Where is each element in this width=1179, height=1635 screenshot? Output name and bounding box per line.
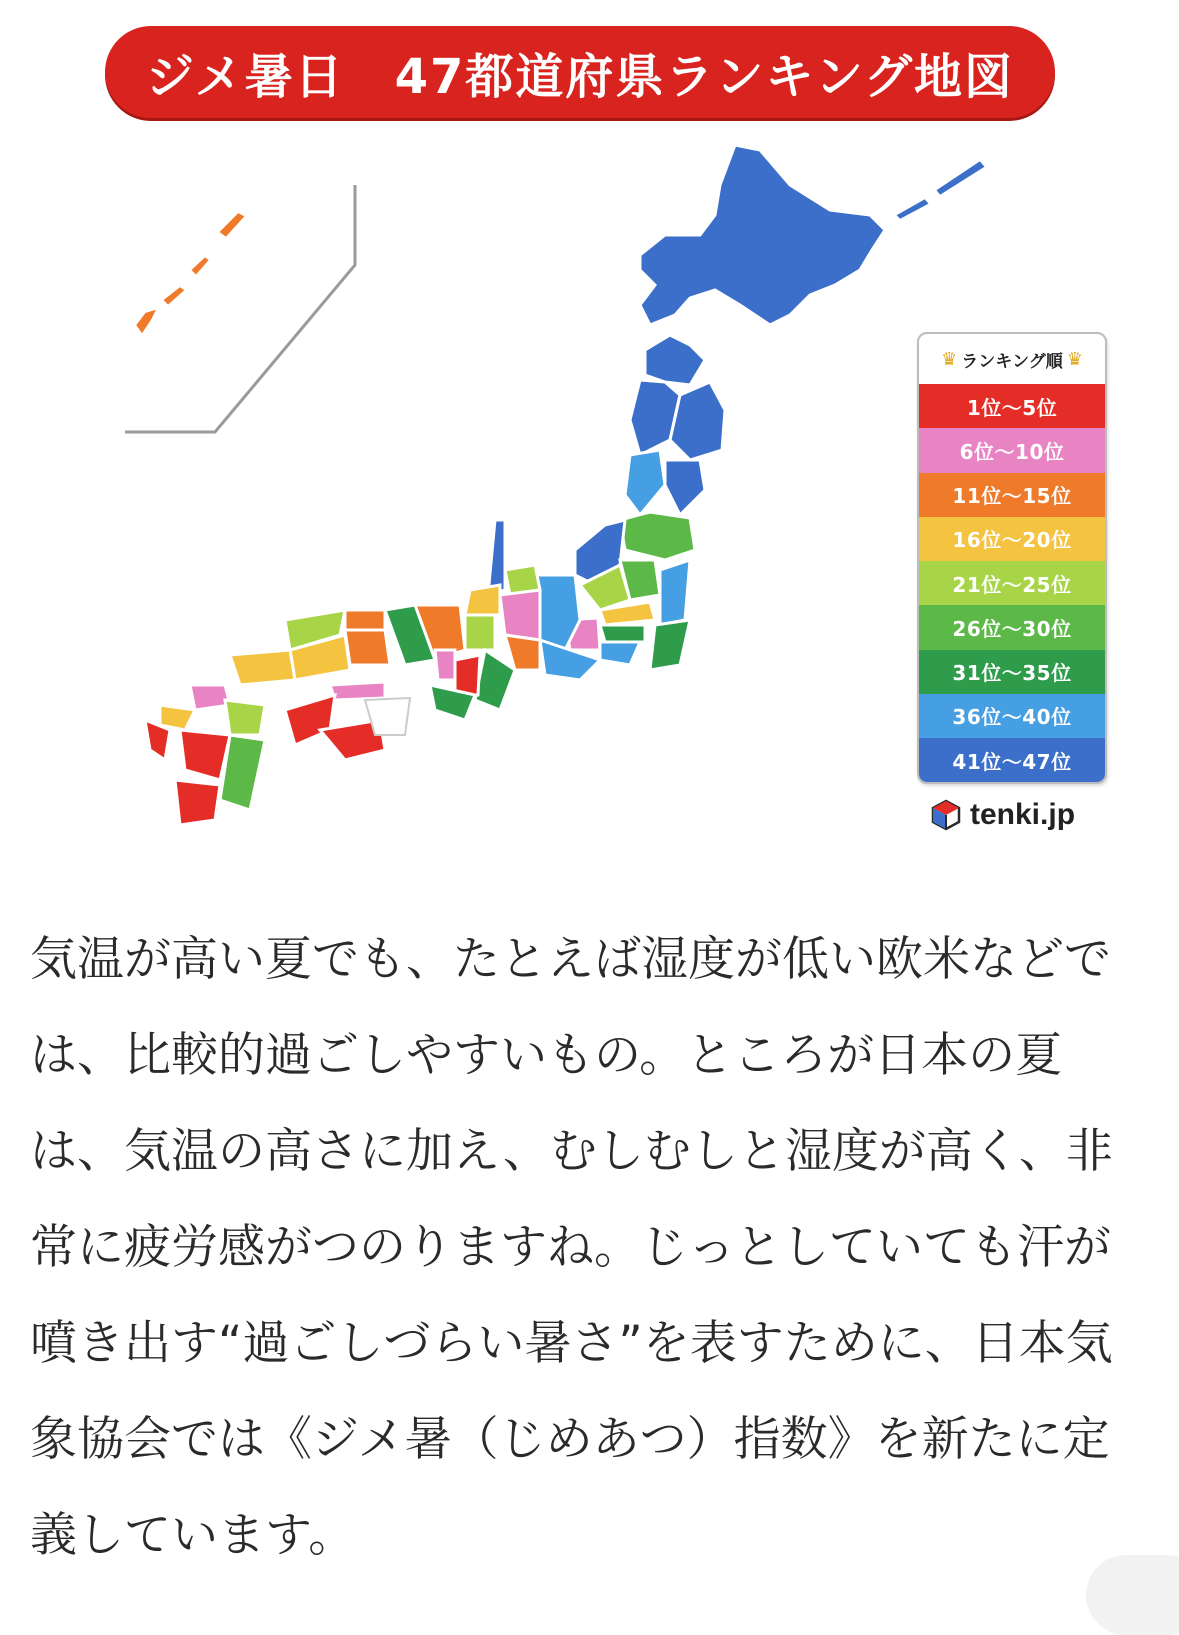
legend-label: 6位〜10位	[959, 439, 1065, 464]
kuril-island-2	[935, 160, 986, 196]
map-title-banner	[105, 26, 1055, 118]
kanagawa	[600, 642, 640, 665]
legend-label: 36位〜40位	[952, 705, 1072, 730]
gifu	[500, 590, 540, 640]
legend-label: 11位〜15位	[952, 484, 1072, 509]
okinawa-islands-4	[218, 212, 246, 238]
legend-label: 26位〜30位	[952, 616, 1072, 641]
legend-label: 1位〜5位	[966, 395, 1058, 420]
kagoshima	[175, 780, 220, 825]
kagawa	[330, 682, 385, 700]
brand-text: tenki.jp	[970, 798, 1076, 831]
tenki-brand	[930, 798, 1075, 832]
yamagata	[625, 450, 665, 515]
ishikawa	[488, 520, 505, 595]
oita	[225, 700, 265, 735]
legend-row-rank-36-40	[919, 694, 1105, 738]
legend-row-rank-31-35	[919, 650, 1105, 694]
legend-label: 41位〜47位	[952, 749, 1072, 774]
okinawa-islands	[135, 308, 158, 335]
kuril-island-1	[895, 198, 930, 220]
legend-row-rank-21-25	[919, 561, 1105, 605]
okinawa-islands-3	[190, 256, 210, 276]
fukushima	[620, 512, 695, 560]
legend-header	[919, 334, 1105, 384]
legend-row-rank-41-47	[919, 738, 1105, 782]
aomori	[645, 335, 705, 385]
chiba	[650, 620, 690, 670]
tenki-logo-icon	[930, 799, 962, 831]
ibaraki	[660, 560, 690, 625]
osaka	[435, 650, 455, 680]
scroll-corner	[1086, 1555, 1179, 1635]
legend-row-rank-16-20	[919, 517, 1105, 561]
article-body: 気温が高い夏でも、たとえば湿度が低い欧米などでは、比較的過ごしやすいもの。ところが日本の夏は、気温の高さに加え、むしむしと湿度が高く、非常に疲労感がつのりますね。じっとしていても汗が噴き出す“過ごしづらい暑さ”を表すために、日本気象協会では《ジメ暑（じめあつ）指数》を新たに定義しています。	[30, 932, 1113, 1563]
legend-row-rank-11-15	[919, 473, 1105, 517]
hokkaido	[640, 145, 885, 325]
kumamoto	[180, 730, 230, 780]
tottori	[345, 610, 385, 630]
miyagi	[665, 460, 705, 515]
crown-icon: ♛	[941, 348, 958, 370]
yamaguchi	[230, 650, 295, 685]
legend-label: 21位〜25位	[952, 572, 1072, 597]
legend-row-rank-1-5	[919, 384, 1105, 428]
ranking-legend	[917, 332, 1107, 784]
crown-icon: ♛	[1066, 348, 1083, 370]
map-title: ジメ暑日 47都道府県ランキング地図	[146, 48, 1014, 105]
shiga	[465, 615, 495, 650]
legend-row-rank-26-30	[919, 605, 1105, 649]
aichi	[505, 635, 540, 670]
legend-label: 31位〜35位	[952, 661, 1072, 686]
saga	[160, 705, 195, 730]
okayama	[345, 630, 390, 665]
legend-row-rank-6-10	[919, 428, 1105, 472]
okinawa-islands-2	[162, 286, 186, 306]
fukui	[465, 585, 500, 615]
legend-title: ランキング順	[961, 351, 1063, 372]
legend-label: 16位〜20位	[952, 528, 1072, 553]
tokyo	[600, 625, 645, 642]
fukuoka	[190, 685, 230, 710]
